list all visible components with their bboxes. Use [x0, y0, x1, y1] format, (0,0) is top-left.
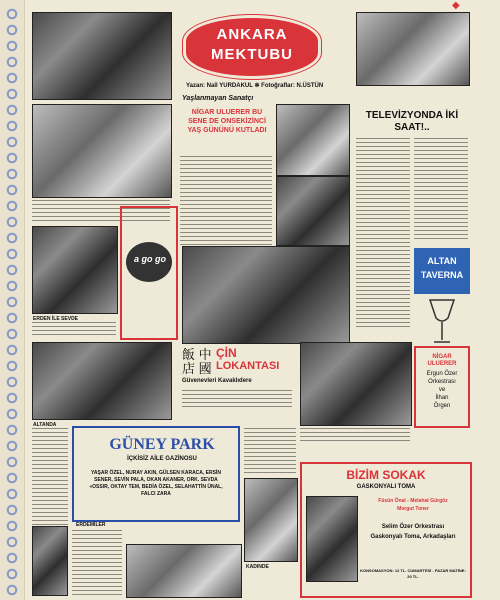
photo-conductor [32, 12, 172, 100]
bizim-orch2: Gaskonyalı Toma, Arkadaşları [370, 534, 456, 540]
bizim-orch: Selim Özer Orkestrası [381, 524, 445, 530]
chinese-glyphs: 飯 中 店 國 [182, 347, 212, 376]
bizim-footer: KONSOMASYON: 12 TL. CUMARTESİ - PAZAR MATİNE: 20 TL. [360, 568, 466, 579]
photo-woman [276, 104, 350, 176]
nigar-ad-line3: ve [438, 387, 446, 393]
bizim-sub: GASKONYALI TOMA [356, 484, 416, 490]
photo-bottom-left [32, 526, 68, 596]
wine-glass-icon [424, 298, 460, 348]
nigar-ad-line4: İlhan [435, 395, 449, 401]
agogo-ad [120, 206, 178, 340]
guney-subtitle: İÇKİSİZ AİLE GAZİNOSU [127, 456, 197, 462]
caption-lines-3 [300, 428, 410, 442]
nigar-ad-name2: ULUERER [427, 361, 457, 367]
altan-line2: TAVERNA [420, 270, 464, 280]
masthead-line2: MEKTUBU [211, 46, 293, 63]
cin-line1: ÇİN [216, 346, 237, 360]
nigar-ad-name1: NİGAR [432, 354, 452, 360]
caption-kadinde: KADINDE [246, 564, 269, 570]
caption-erdemiler: ERDEMİLER [76, 522, 106, 528]
tv-text-col2 [414, 138, 468, 242]
caption-erden: ERDEN İLE SEVDE [33, 316, 79, 322]
altan-line1: ALTAN [427, 256, 457, 266]
photo-portrait [182, 246, 350, 344]
left-column-text [32, 428, 68, 528]
nigar-headline: NİGAR ULUERER BU SENE DE ONSEKİZİNCİ YAŞ GÜNÜNÜ KUTLADI [187, 109, 267, 134]
ankara-mektubu-banner [186, 18, 318, 76]
middle-text-col [244, 428, 296, 474]
byline: Yazan: Naîl YURDAKUL ✻ Fotoğraflar: N.ÜSTÜN [186, 83, 324, 89]
photo-man [276, 176, 350, 246]
caption-lines-2 [32, 322, 116, 336]
photo-table [32, 342, 172, 420]
altan-taverna-ad [414, 248, 470, 294]
cin-text [182, 390, 292, 410]
bizim-title: BİZİM SOKAK [346, 468, 426, 482]
cin-tagline: Güvenevleri Kavaklıdere [182, 378, 252, 384]
tv-headline: TELEVİZYONDA İKİ SAAT!.. [365, 110, 459, 133]
photo-two-men [300, 342, 412, 426]
agogo-label: a go go [134, 254, 166, 264]
binder-spine [0, 0, 25, 600]
photo-performer [306, 496, 358, 582]
guney-body: YAŞAR ÖZEL, NURAY AKIN, GÜLSEN KARACA, ERSİN SENER, SEVİN PALA, OKAN AKANER, ORK. SEVDA «OSSIR, OKTAY TEM, BEDİA ÖZEL, SELAHATTİN ÜNAL, FALCI ZARA [89, 470, 223, 497]
bizim-cast1: Füsün Önal - Melahat Gürgöz [378, 498, 448, 504]
binder-holes [4, 6, 20, 596]
bizim-cast2: Morgut Toner [397, 506, 429, 512]
photo-dancer [244, 478, 298, 562]
nigar-ad [414, 346, 470, 428]
cin-lokantasi-ad [182, 346, 292, 422]
corner-mark: ◆ [452, 0, 460, 11]
nigar-ad-line2: Orkestrası [428, 379, 456, 385]
section-title: Yaşlanmayan Sanatçı [182, 95, 254, 102]
photo-group [32, 104, 172, 198]
photo-bottom-group [126, 544, 242, 598]
guney-park-ad [72, 426, 240, 522]
cin-line2: LOKANTASI [216, 360, 280, 372]
bizim-sokak-ad [300, 462, 472, 598]
bottom-text [72, 530, 122, 596]
tv-text-col1 [356, 138, 410, 328]
nigar-ad-line1: Ergun Özer [426, 371, 458, 377]
caption-altanda: ALTANDA [33, 422, 57, 428]
masthead-line1: ANKARA [216, 26, 288, 43]
nigar-ad-line5: Örgen [433, 403, 451, 409]
guney-title: GÜNEY PARK [109, 436, 215, 453]
photo-audience [356, 12, 470, 86]
photo-couple [32, 226, 118, 314]
nigar-article-text [180, 156, 272, 246]
